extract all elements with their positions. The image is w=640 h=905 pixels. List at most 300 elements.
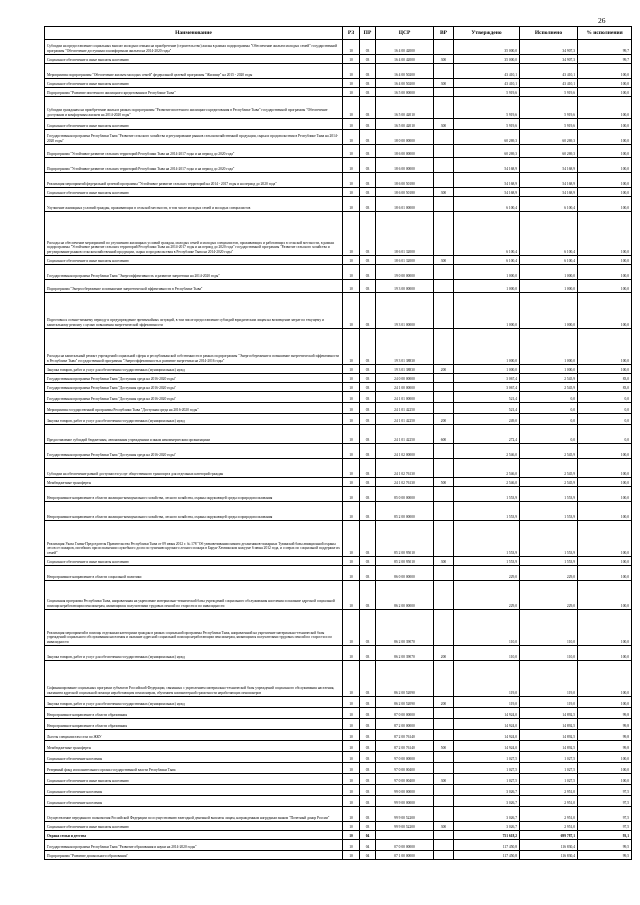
cell-executed: 2 545,9	[520, 478, 578, 487]
cell-rz: 10	[343, 197, 360, 212]
cell-executed: 119,0	[520, 697, 578, 708]
cell-rz: 10	[343, 807, 360, 822]
cell-csr: 18 6 01 32000	[376, 212, 434, 256]
cell-vr	[434, 502, 454, 521]
cell-vr	[434, 831, 454, 840]
cell-vr	[434, 708, 454, 719]
cell-executed: 2 951,0	[520, 785, 578, 796]
table-row	[45, 661, 632, 697]
table-row	[45, 158, 632, 173]
cell-executed: 1 000,0	[520, 365, 578, 374]
cell-approved: 14 924,0	[454, 708, 520, 719]
cell-approved: 229,0	[454, 566, 520, 581]
cell-pr: 03	[360, 730, 376, 741]
table-row	[45, 130, 632, 145]
cell-percent: 100,0	[578, 661, 632, 697]
cell-percent: 83,0	[578, 383, 632, 392]
cell-pr: 03	[360, 822, 376, 831]
table-row	[45, 173, 632, 188]
cell-percent: 97,5	[578, 785, 632, 796]
cell-percent: 99,7	[578, 40, 632, 55]
cell-executed: 1 553,9	[520, 557, 578, 566]
table-row	[45, 256, 632, 265]
cell-approved: 14 924,0	[454, 719, 520, 730]
cell-executed: 34 907,3	[520, 40, 578, 55]
table-row	[45, 329, 632, 365]
cell-pr: 03	[360, 265, 376, 280]
cell-approved: 3 026,7	[454, 822, 520, 831]
cell-csr: 86 2 00 00000	[376, 581, 434, 610]
table-row	[45, 774, 632, 785]
cell-executed: 43 410,1	[520, 64, 578, 79]
cell-csr: 18 6 00 00000	[376, 145, 434, 158]
header-approved: Утверждено	[454, 27, 520, 40]
cell-percent: 100,0	[578, 365, 632, 374]
cell-percent: 100,0	[578, 197, 632, 212]
cell-approved: 5 919,6	[454, 119, 520, 130]
cell-name: Подпрограмма "Устойчивое развитие сельских территорий Республики Тыва на 2014-2017 годы и на период до 2020 года"	[45, 145, 343, 158]
cell-percent: 100,0	[578, 444, 632, 459]
cell-rz: 10	[343, 88, 360, 97]
cell-pr: 03	[360, 173, 376, 188]
cell-name: Охрана семьи и детства	[45, 831, 343, 840]
cell-approved: 2 546,0	[454, 459, 520, 478]
cell-name: Субсидии гражданам на приобретение жилья в рамках подпрограммы "Развитие ипотечного жилищного кредитования в Республике Тыва" государственной программы "Обеспечение доступным и комфортным жильем на 2014-2020 годы"	[45, 97, 343, 119]
cell-percent: 100,0	[578, 88, 632, 97]
cell-approved: 1 000,0	[454, 329, 520, 365]
cell-name: Субсидии на предоставление социальных выплат молодым семьям на приобретение (строительство) жилья в рамках подпрограммы "Обеспечение жильем молодых семей" государственной программы "Обеспечение доступным и комфортным жильем на 2014-2020 годы"	[45, 40, 343, 55]
cell-pr: 03	[360, 741, 376, 752]
table-row	[45, 840, 632, 851]
cell-rz: 10	[343, 55, 360, 64]
cell-vr: 300	[434, 55, 454, 64]
cell-pr: 03	[360, 774, 376, 785]
cell-percent: 100,0	[578, 130, 632, 145]
cell-csr: 24 1 01 00000	[376, 392, 434, 403]
cell-executed: 5 919,6	[520, 97, 578, 119]
table-row	[45, 374, 632, 383]
cell-vr	[434, 487, 454, 502]
cell-name: Социальное обеспечение и иные выплаты населению	[45, 774, 343, 785]
cell-name: Закупка товаров, работ и услуг для обеспечения государственных (муниципальных) нужд	[45, 697, 343, 708]
cell-vr: 200	[434, 414, 454, 425]
cell-name: Реализация Указа Главы-Председателя Правительства Республики Тыва от 09 июня 2012 г. № 178 "Об увековечивании памяти десантников-пожарных Тувинской базы авиационной охраны лесов от пожаров, погибших при исполнении служебного долга по тушению крупного лесного пожара в Барун-Хемчикском кожууне 6 июня 2012 года, и о мерах по социальной поддержке их семей"	[45, 521, 343, 557]
cell-rz: 10	[343, 374, 360, 383]
cell-csr: 18 6 00 00000	[376, 158, 434, 173]
cell-executed: 229,0	[520, 581, 578, 610]
cell-name: Подготовка к осенне-зимнему периоду и предупреждение чрезвычайных ситуаций, в том числе предоставление субсидий юридическим лицам на возмещение затрат по текущему и капитальному ремонту с целью повышения энергетической эффективности	[45, 293, 343, 329]
table-header-row	[45, 27, 632, 40]
cell-percent: 99,8	[578, 730, 632, 741]
cell-name: Подпрограмма "Развитие ипотечного жилищного кредитования в Республике Тыва"	[45, 88, 343, 97]
cell-percent: 83,0	[578, 374, 632, 383]
cell-rz: 10	[343, 40, 360, 55]
cell-percent: 100,0	[578, 502, 632, 521]
cell-rz: 10	[343, 610, 360, 646]
cell-approved: 2 546,0	[454, 444, 520, 459]
cell-executed: 229,0	[520, 566, 578, 581]
cell-pr: 04	[360, 840, 376, 851]
cell-vr: 200	[434, 365, 454, 374]
cell-approved: 2 546,0	[454, 478, 520, 487]
table-row	[45, 822, 632, 831]
cell-executed: 2 951,0	[520, 822, 578, 831]
cell-percent: 97,5	[578, 807, 632, 822]
cell-percent: 0,0	[578, 403, 632, 414]
cell-percent: 100,0	[578, 763, 632, 774]
cell-percent: 100,0	[578, 459, 632, 478]
cell-csr: 99 0 00 00000	[376, 785, 434, 796]
cell-approved: 1 000,0	[454, 265, 520, 280]
cell-rz: 10	[343, 64, 360, 79]
cell-rz: 10	[343, 383, 360, 392]
table-row	[45, 807, 632, 822]
cell-name: Закупка товаров, работ и услуг для обеспечения государственных (муниципальных) нужд	[45, 646, 343, 661]
cell-executed: 1 553,9	[520, 487, 578, 502]
cell-vr: 300	[434, 188, 454, 197]
cell-rz: 10	[343, 831, 360, 840]
cell-vr	[434, 265, 454, 280]
cell-percent: 100,0	[578, 478, 632, 487]
cell-executed: 1 000,0	[520, 265, 578, 280]
cell-vr	[434, 212, 454, 256]
cell-approved: 249,0	[454, 414, 520, 425]
cell-csr: 87 0 00 00000	[376, 708, 434, 719]
cell-name: Подпрограмма "Энергосбережение и повышение энергетической эффективности в Республике Тыва"	[45, 280, 343, 293]
header-csr: ЦСР	[376, 27, 434, 40]
cell-pr: 03	[360, 88, 376, 97]
cell-approved: 43 410,1	[454, 64, 520, 79]
cell-name: Государственная программа Республики Тыва "Доступная среда на 2016-2020 годы"	[45, 374, 343, 383]
cell-csr: 87 2 00 76140	[376, 741, 434, 752]
table-row	[45, 708, 632, 719]
cell-percent: 100,0	[578, 521, 632, 557]
cell-vr	[434, 293, 454, 329]
cell-approved: 14 924,0	[454, 730, 520, 741]
table-row	[45, 785, 632, 796]
cell-pr: 03	[360, 646, 376, 661]
cell-pr: 03	[360, 130, 376, 145]
cell-executed: 14 892,5	[520, 741, 578, 752]
cell-vr: 600	[434, 425, 454, 444]
cell-rz: 10	[343, 487, 360, 502]
cell-vr	[434, 329, 454, 365]
cell-approved: 3 026,7	[454, 796, 520, 807]
table-row	[45, 719, 632, 730]
cell-approved: 1 027,5	[454, 752, 520, 763]
table-row	[45, 414, 632, 425]
cell-csr: 07 0 00 00000	[376, 840, 434, 851]
cell-name: Софинансирование социальных программ субъектов Российской Федерации, связанных с укреплением материально-технической базы учреждений социального обслуживания населения, оказанием адресной социальной помощи неработающим пенсионерам, обучением компьютерной грамотности неработающих пенсионеров	[45, 661, 343, 697]
cell-csr: 19 3 01 38830	[376, 365, 434, 374]
cell-executed: 5 919,6	[520, 119, 578, 130]
cell-vr	[434, 444, 454, 459]
cell-vr: 200	[434, 646, 454, 661]
table-row	[45, 280, 632, 293]
cell-name: Государственная программа Республики Тыва "Доступная среда на 2016-2020 годы"	[45, 392, 343, 403]
table-row	[45, 425, 632, 444]
cell-pr: 03	[360, 145, 376, 158]
cell-rz: 10	[343, 414, 360, 425]
table-row	[45, 79, 632, 88]
cell-pr: 03	[360, 444, 376, 459]
cell-name: Социальное обеспечение населения	[45, 752, 343, 763]
cell-rz: 10	[343, 785, 360, 796]
cell-percent: 99,8	[578, 741, 632, 752]
cell-pr: 03	[360, 158, 376, 173]
cell-rz: 10	[343, 188, 360, 197]
cell-approved: 1 027,5	[454, 774, 520, 785]
cell-approved: 1 000,0	[454, 293, 520, 329]
cell-vr	[434, 796, 454, 807]
cell-executed: 6 100,4	[520, 212, 578, 256]
cell-vr	[434, 610, 454, 646]
cell-rz: 10	[343, 741, 360, 752]
cell-csr: 99 9 00 52200	[376, 807, 434, 822]
cell-rz: 10	[343, 646, 360, 661]
cell-csr: 16 5 00 42010	[376, 119, 434, 130]
cell-vr	[434, 752, 454, 763]
cell-approved: 1 000,0	[454, 280, 520, 293]
cell-executed: 1 000,0	[520, 293, 578, 329]
cell-csr: 24 1 01 42250	[376, 403, 434, 414]
budget-table	[44, 26, 632, 860]
cell-executed: 54 168,9	[520, 158, 578, 173]
cell-csr: 24 1 02 00000	[376, 444, 434, 459]
cell-name: Социальное обеспечение и иные выплаты населению	[45, 55, 343, 64]
cell-pr: 03	[360, 55, 376, 64]
cell-name: Подпрограмма "Развитие дошкольного образования"	[45, 851, 343, 860]
cell-percent: 100,0	[578, 188, 632, 197]
cell-executed: 0,0	[520, 392, 578, 403]
cell-vr	[434, 64, 454, 79]
table-row	[45, 145, 632, 158]
cell-executed: 43 410,1	[520, 79, 578, 88]
cell-pr: 03	[360, 557, 376, 566]
cell-vr	[434, 158, 454, 173]
cell-approved: 35 000,0	[454, 55, 520, 64]
cell-percent: 97,5	[578, 796, 632, 807]
cell-csr: 87 2 00 76140	[376, 730, 434, 741]
cell-name: Подпрограмма "Устойчивое развитие сельских территорий Республики Тыва на 2014-2017 годы и на период до 2020 года"	[45, 158, 343, 173]
cell-percent: 99,8	[578, 708, 632, 719]
cell-percent: 100,0	[578, 256, 632, 265]
cell-pr: 03	[360, 502, 376, 521]
cell-name: Расходы на капитальный ремонт учреждений социальной сферы и республиканской собственности в рамках подпрограммы "Энергосбережение и повышение энергетической эффективности в Республике Тыва" государственной программы "Энергоэффективность и развитие энергетики на 2014-2016 годы"	[45, 329, 343, 365]
table-row	[45, 88, 632, 97]
cell-vr	[434, 763, 454, 774]
cell-csr: 86 0 00 00000	[376, 566, 434, 581]
cell-vr	[434, 197, 454, 212]
cell-csr: 85 2 00 95010	[376, 557, 434, 566]
cell-csr: 19 3 01 38830	[376, 329, 434, 365]
cell-csr: 86 2 00 39070	[376, 610, 434, 646]
header-name: Наименование	[45, 27, 343, 40]
cell-percent: 99,5	[578, 851, 632, 860]
cell-name: Государственная программа Республики Тыва "Доступная среда на 2016-2020 годы"	[45, 444, 343, 459]
cell-executed: 6 100,4	[520, 197, 578, 212]
cell-executed: 2 545,9	[520, 444, 578, 459]
table-row	[45, 796, 632, 807]
cell-csr: 19 3 01 00000	[376, 293, 434, 329]
cell-rz: 10	[343, 822, 360, 831]
cell-vr: 300	[434, 774, 454, 785]
cell-pr: 04	[360, 851, 376, 860]
cell-percent: 100,0	[578, 212, 632, 256]
cell-percent: 93,1	[578, 831, 632, 840]
cell-rz: 10	[343, 502, 360, 521]
cell-vr	[434, 581, 454, 610]
cell-approved: 6 100,4	[454, 197, 520, 212]
cell-name: Социальное обеспечение и иные выплаты населению	[45, 188, 343, 197]
cell-executed: 699 787,1	[520, 831, 578, 840]
cell-executed: 6 100,4	[520, 256, 578, 265]
cell-approved: 110,0	[454, 610, 520, 646]
cell-rz: 10	[343, 403, 360, 414]
cell-vr: 300	[434, 557, 454, 566]
table-row	[45, 55, 632, 64]
cell-pr: 03	[360, 478, 376, 487]
cell-pr: 03	[360, 661, 376, 697]
cell-pr: 03	[360, 329, 376, 365]
cell-vr	[434, 661, 454, 697]
cell-rz: 10	[343, 293, 360, 329]
cell-approved: 35 000,0	[454, 40, 520, 55]
cell-pr: 03	[360, 188, 376, 197]
table-row	[45, 487, 632, 502]
cell-executed: 0,0	[520, 414, 578, 425]
table-row	[45, 97, 632, 119]
cell-vr	[434, 730, 454, 741]
cell-percent: 100,0	[578, 158, 632, 173]
cell-percent: 100,0	[578, 697, 632, 708]
cell-rz: 10	[343, 478, 360, 487]
cell-percent: 100,0	[578, 566, 632, 581]
cell-percent: 100,0	[578, 64, 632, 79]
page-number: 26	[598, 16, 606, 25]
cell-name: Межбюджетные трансферты	[45, 478, 343, 487]
cell-pr: 03	[360, 280, 376, 293]
cell-vr: 300	[434, 256, 454, 265]
cell-approved: 3 067,4	[454, 374, 520, 383]
cell-pr: 03	[360, 256, 376, 265]
cell-rz: 10	[343, 280, 360, 293]
cell-pr: 03	[360, 487, 376, 502]
cell-approved: 6 100,4	[454, 212, 520, 256]
table-row	[45, 392, 632, 403]
cell-rz: 10	[343, 581, 360, 610]
cell-pr: 03	[360, 197, 376, 212]
cell-csr: 24 0 00 00000	[376, 374, 434, 383]
cell-executed: 2 951,0	[520, 807, 578, 822]
cell-csr: 19 0 00 00000	[376, 265, 434, 280]
cell-rz: 10	[343, 329, 360, 365]
table-row	[45, 403, 632, 414]
table-row	[45, 581, 632, 610]
table-row	[45, 188, 632, 197]
cell-percent: 0,0	[578, 392, 632, 403]
cell-approved: 60 269,3	[454, 145, 520, 158]
cell-rz: 10	[343, 130, 360, 145]
cell-vr: 200	[434, 697, 454, 708]
cell-pr: 03	[360, 719, 376, 730]
cell-percent: 99,8	[578, 719, 632, 730]
cell-rz: 10	[343, 158, 360, 173]
cell-rz: 10	[343, 557, 360, 566]
table-row	[45, 831, 632, 840]
cell-csr: 24 1 02 76130	[376, 459, 434, 478]
cell-pr: 03	[360, 796, 376, 807]
cell-name: Льготы специалистам села по ЖКУ	[45, 730, 343, 741]
cell-executed: 1 553,9	[520, 502, 578, 521]
cell-csr: 97 0 00 00000	[376, 752, 434, 763]
cell-executed: 1 027,5	[520, 752, 578, 763]
table-row	[45, 697, 632, 708]
cell-executed: 54 168,9	[520, 173, 578, 188]
cell-vr	[434, 785, 454, 796]
cell-csr: 87 2 00 00000	[376, 719, 434, 730]
cell-executed: 5 919,6	[520, 88, 578, 97]
cell-name: Реализация мероприятий федеральной целевой программы "Устойчивое развитие сельских территорий на 2014 - 2017 годы и на период до 2020 года"	[45, 173, 343, 188]
cell-pr: 03	[360, 785, 376, 796]
cell-approved: 5 919,6	[454, 97, 520, 119]
cell-rz: 10	[343, 763, 360, 774]
header-executed: Исполнено	[520, 27, 578, 40]
cell-rz: 10	[343, 521, 360, 557]
cell-rz: 10	[343, 796, 360, 807]
cell-executed: 14 892,5	[520, 708, 578, 719]
cell-rz: 10	[343, 265, 360, 280]
cell-name: Государственная программа Республики Тыва "Развитие образования и науки на 2014-2020 годы"	[45, 840, 343, 851]
cell-name: Расходы на обеспечение мероприятий по улучшению жилищных условий граждан, молодых семей и молодых специалистов, проживающих и работающих в сельской местности, в рамках подпрограммы "Устойчивое развитие сельских территорий Республики Тыва на 2014-2017 годы и на период до 2020 года" государственной программы "Развитие сельского хозяйства и регулирование рынков сельскохозяйственной продукции, сырья и продовольствия в Республике Тыва на 2014-2020 годы"	[45, 212, 343, 256]
cell-csr: 16 4 00 50200	[376, 64, 434, 79]
cell-executed: 1 027,5	[520, 763, 578, 774]
cell-vr: 300	[434, 79, 454, 88]
cell-pr: 03	[360, 708, 376, 719]
table-row	[45, 459, 632, 478]
cell-name: Государственная программа Республики Тыва "Развитие сельского хозяйства и регулирование рынков сельскохозяйственной продукции, сырья и продовольствия в Республике Тыва на 2014-2020 годы"	[45, 130, 343, 145]
cell-approved: 6 100,4	[454, 256, 520, 265]
table-row	[45, 383, 632, 392]
cell-executed: 0,0	[520, 425, 578, 444]
table-row	[45, 119, 632, 130]
table-row	[45, 212, 632, 256]
table-row	[45, 502, 632, 521]
cell-rz: 10	[343, 661, 360, 697]
table-row	[45, 851, 632, 860]
cell-approved: 119,0	[454, 661, 520, 697]
table-row	[45, 610, 632, 646]
cell-approved: 1 553,9	[454, 557, 520, 566]
cell-pr: 03	[360, 763, 376, 774]
cell-approved: 751 618,2	[454, 831, 520, 840]
cell-approved: 521,4	[454, 403, 520, 414]
cell-vr	[434, 403, 454, 414]
cell-vr	[434, 719, 454, 730]
cell-csr: 86 2 00 52090	[376, 697, 434, 708]
cell-pr: 03	[360, 414, 376, 425]
cell-approved: 119,0	[454, 697, 520, 708]
cell-approved: 54 168,9	[454, 188, 520, 197]
cell-approved: 117 450,8	[454, 840, 520, 851]
cell-name: Государственная программа Республики Тыва "Энергоэффективность и развитие энергетики на 2014-2020 годы"	[45, 265, 343, 280]
cell-pr: 03	[360, 383, 376, 392]
cell-name: Закупка товаров, работ и услуг для обеспечения государственных (муниципальных) нужд	[45, 414, 343, 425]
cell-name: Субсидии на обеспечение равной доступности услуг общественного транспорта для отдельных категорий граждан	[45, 459, 343, 478]
cell-name: Осуществление переданного полномочия Российской Федерации по осуществлению ежегодной денежной выплаты лицам, награжденным нагрудным знаком "Почетный донор России"	[45, 807, 343, 822]
cell-executed: 54 168,9	[520, 188, 578, 197]
cell-executed: 110,0	[520, 610, 578, 646]
